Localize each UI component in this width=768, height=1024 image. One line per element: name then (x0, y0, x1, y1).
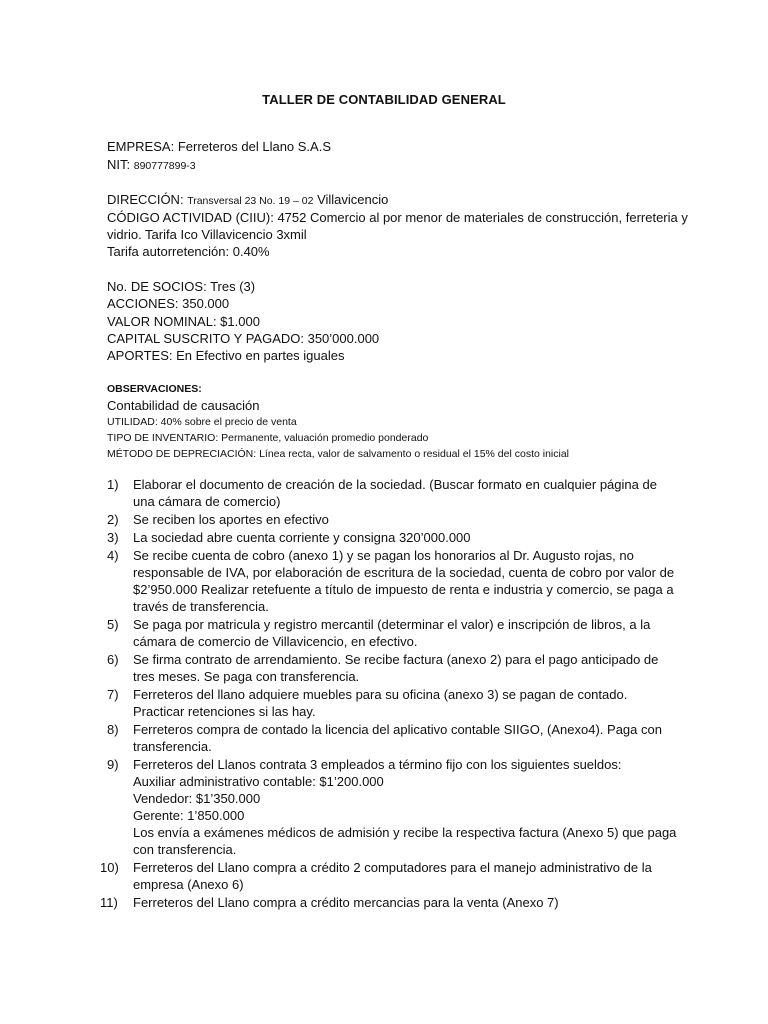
list-item-text (133, 529, 668, 546)
list-item-text (133, 511, 668, 528)
list-item-text (133, 476, 668, 510)
utilidad: UTILIDAD: 40% sobre el precio de venta (107, 416, 297, 428)
list-item-line: Se recibe cuenta de cobro (anexo 1) y se pagan los honorarios al Dr. Augusto rojas, no (133, 548, 634, 563)
list-item-text (133, 756, 677, 858)
list-item-number: 3) (107, 530, 119, 545)
list-item-number: 1) (107, 477, 119, 492)
direccion-label: DIRECCIÓN: (107, 192, 184, 207)
list-item-line: una cámara de comercio) (133, 494, 281, 509)
list-item-line: través de transferencia. (133, 599, 269, 614)
list-item-line: Ferreteros del Llanos contrata 3 empleados a término fijo con los siguientes sueldos: (133, 757, 622, 772)
document-title: TALLER DE CONTABILIDAD GENERAL (262, 92, 506, 107)
codigo-line-2: vidrio. Tarifa Ico Villavicencio 3xmil (107, 227, 307, 242)
list-item-line: Gerente: 1’850.000 (133, 808, 245, 823)
list-item-line: transferencia. (133, 739, 212, 754)
list-item-number: 11) (100, 895, 118, 910)
valor-nominal: VALOR NOMINAL: $1.000 (107, 314, 260, 329)
numero-socios: No. DE SOCIOS: Tres (3) (107, 279, 256, 294)
empresa-label: EMPRESA: (107, 139, 175, 154)
list-item-line: $2’950.000 Realizar retefuente a título de impuesto de renta e industria y comercio, se paga a (133, 582, 674, 597)
list-item-line: cámara de comercio de Villavicencio, en efectivo. (133, 634, 418, 649)
observaciones-heading: OBSERVACIONES: (107, 383, 202, 395)
list-item-line: tres meses. Se paga con transferencia. (133, 669, 360, 684)
list-item-number: 4) (107, 548, 119, 563)
list-item-text (133, 651, 668, 685)
list-item-number: 10) (100, 860, 119, 875)
list-item-line: Practicar retenciones si las hay. (133, 704, 316, 719)
capital-suscrito: CAPITAL SUSCRITO Y PAGADO: 350’000.000 (107, 331, 380, 346)
list-item-line: Los envía a exámenes médicos de admisión y recibe la respectiva factura (Anexo 5) que paga (133, 825, 677, 840)
tarifa-autorretencion: Tarifa autorretención: 0.40% (107, 244, 270, 259)
list-item-text (133, 547, 675, 615)
list-item-number: 7) (107, 687, 119, 702)
list-item-line: La sociedad abre cuenta corriente y consigna 320’000.000 (133, 530, 471, 545)
list-item-number: 6) (107, 652, 119, 667)
list-item-line: Ferreteros compra de contado la licencia del aplicativo contable SIIGO, (Anexo4). Paga con (133, 722, 662, 737)
aportes: APORTES: En Efectivo en partes iguales (107, 348, 345, 363)
direccion-line (107, 191, 388, 210)
list-item-line: Vendedor: $1’350.000 (133, 791, 261, 806)
list-item-number: 2) (107, 512, 119, 527)
list-item-number: 8) (107, 722, 119, 737)
list-item-line: Auxiliar administrativo contable: $1’200.000 (133, 774, 384, 789)
metodo-depreciacion: MÉTODO DE DEPRECIACIÓN: Línea recta, valor de salvamento o residual el 15% del costo inicial (107, 448, 569, 460)
list-item-line: Se reciben los aportes en efectivo (133, 512, 329, 527)
list-item-line: Elaborar el documento de creación de la sociedad. (Buscar formato en cualquier página de (133, 477, 657, 492)
direccion-city: Villavicencio (317, 192, 389, 207)
list-item-line: Ferreteros del Llano compra a crédito mercancias para la venta (Anexo 7) (133, 895, 559, 910)
list-item-line: empresa (Anexo 6) (133, 877, 244, 892)
list-item-number: 5) (107, 617, 119, 632)
list-item-text (133, 721, 668, 755)
list-item-text (133, 894, 668, 911)
list-item-text (133, 859, 668, 893)
list-item-number: 9) (107, 757, 119, 772)
list-item-text (133, 616, 668, 650)
nit-label: NIT: (107, 157, 131, 172)
nit-line (107, 156, 196, 175)
codigo-line-1: CÓDIGO ACTIVIDAD (CIIU): 4752 Comercio al por menor de materiales de construcción, ferreteria y (107, 210, 688, 225)
list-item-line: Ferreteros del Llano compra a crédito 2 computadores para el manejo administrativo de la (133, 860, 652, 875)
empresa-value: Ferreteros del Llano S.A.S (177, 139, 332, 154)
contabilidad-causacion: Contabilidad de causación (107, 398, 260, 413)
list-item-line: Se paga por matricula y registro mercantil (determinar el valor) e inscripción de libros, a la (133, 617, 651, 632)
direccion-address: Transversal 23 No. 19 – 02 (187, 195, 314, 207)
list-item-line: Se firma contrato de arrendamiento. Se recibe factura (anexo 2) para el pago anticipado de (133, 652, 659, 667)
nit-value: 890777899-3 (133, 160, 196, 172)
acciones: ACCIONES: 350.000 (107, 296, 230, 311)
list-item-line: Ferreteros del llano adquiere muebles para su oficina (anexo 3) se pagan de contado. (133, 687, 628, 702)
list-item-text (133, 686, 668, 720)
list-item-line: con transferencia. (133, 842, 237, 857)
list-item-line: responsable de IVA, por elaboración de escritura de la sociedad, cuenta de cobro por valor de (133, 565, 675, 580)
empresa-line (107, 138, 331, 155)
tipo-inventario: TIPO DE INVENTARIO: Permanente, valuación promedio ponderado (107, 432, 429, 444)
